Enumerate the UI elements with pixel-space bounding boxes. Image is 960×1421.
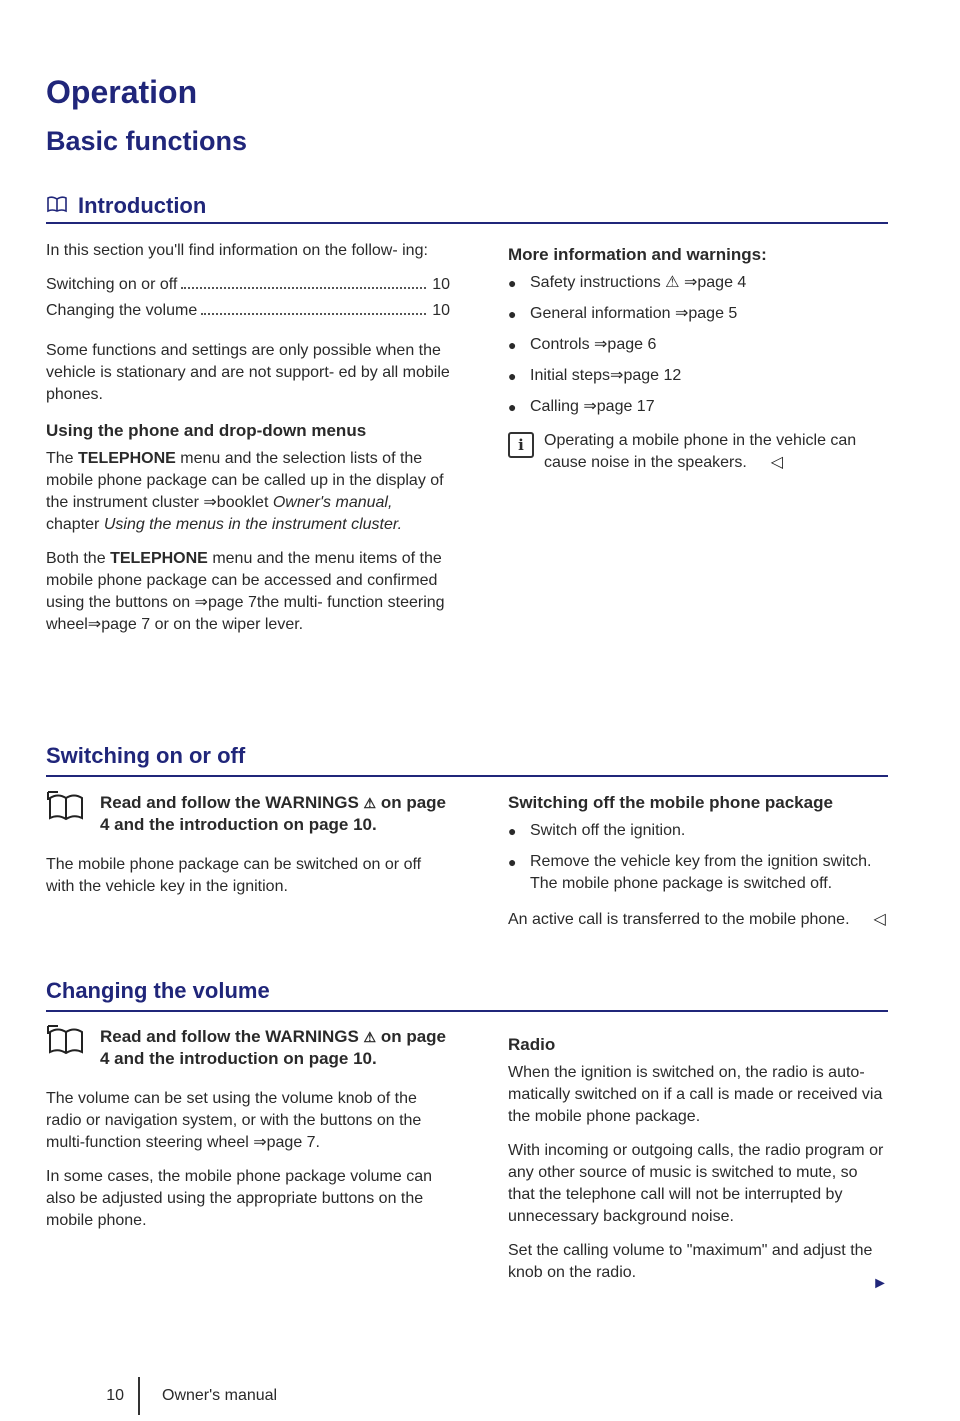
switch-off-heading: Switching off the mobile phone package <box>508 793 833 812</box>
page-subtitle: Basic functions <box>46 126 248 156</box>
text: Read and follow the WARNINGS <box>100 793 359 812</box>
list-item-text: Switch off the ignition. <box>530 822 686 839</box>
read-warnings-box <box>46 1026 450 1070</box>
divider <box>46 775 888 777</box>
introduction-heading-row <box>46 193 206 219</box>
list-item <box>508 820 888 842</box>
read-warnings-text <box>100 792 450 836</box>
divider <box>46 222 888 224</box>
page-footer <box>100 1377 277 1415</box>
switching-heading: Switching on or off <box>46 743 246 768</box>
toc-page: 10 <box>432 302 450 319</box>
list-item-text: General information ⇒page 5 <box>530 305 738 322</box>
read-book-icon <box>46 1024 86 1065</box>
info-note <box>508 430 888 474</box>
switching-paragraph: The mobile phone package can be switched on or off with the vehicle key in the ignition. <box>46 856 422 895</box>
warning-icon: ⚠ <box>363 1029 377 1045</box>
info-note-text <box>544 430 888 474</box>
list-item <box>508 334 888 356</box>
read-warnings-text <box>100 1026 450 1070</box>
volume-paragraph-1: The volume can be set using the volume knob of the radio or navigation system, or with the buttons on the multi-function steering wheel ⇒page 7. <box>46 1090 422 1151</box>
bullet: ● <box>508 823 517 839</box>
end-marker-icon: ◁ <box>873 911 886 928</box>
end-marker-icon: ◁ <box>770 454 784 471</box>
bullet: ● <box>508 337 517 353</box>
telephone-term: TELEPHONE <box>78 450 176 467</box>
switching-right-column <box>508 792 888 943</box>
toc-leader <box>181 287 426 289</box>
list-item <box>508 272 888 294</box>
footer-label: Owner's manual <box>162 1387 278 1404</box>
list-item <box>508 851 888 895</box>
volume-right-column <box>508 1026 888 1296</box>
toc-label: Changing the volume <box>46 302 198 319</box>
telephone-term: TELEPHONE <box>110 550 208 567</box>
switching-left-column <box>46 792 450 910</box>
text: menu and the selection lists of the mobile phone package can be called up in the display of the instrument cluster ⇒booklet <box>46 450 444 511</box>
chapter-title: Using the menus in the instrument cluster. <box>103 516 403 533</box>
bullet: ● <box>508 399 517 415</box>
continue-arrow-icon: ► <box>872 1275 888 1292</box>
volume-paragraph-2: In some cases, the mobile phone package volume can also be adjusted using the appropriate buttons on the mobile phone. <box>46 1168 433 1229</box>
note-text: Operating a mobile phone in the vehicle can cause noise in the speakers. <box>544 432 857 471</box>
volume-left-column <box>46 1026 450 1244</box>
booklet-title: Owner's manual, <box>272 494 393 511</box>
list-item-text: Initial steps⇒page 12 <box>530 367 682 384</box>
switch-off-paragraph <box>508 909 888 931</box>
bullet: ● <box>508 275 517 291</box>
read-warnings-box <box>46 792 450 836</box>
volume-heading: Changing the volume <box>46 978 270 1003</box>
divider <box>46 1010 888 1012</box>
intro-note-paragraph: Some functions and settings are only possible when the vehicle is stationary and are not support- ed by all mobile phones. <box>46 342 450 403</box>
text: chapter <box>46 516 100 533</box>
list-item-text: Controls ⇒page 6 <box>530 336 657 353</box>
toc-page: 10 <box>432 276 450 293</box>
menus-heading: Using the phone and drop-down menus <box>46 421 367 440</box>
warning-icon: ⚠ <box>363 795 377 811</box>
footer-divider <box>138 1377 140 1415</box>
read-book-icon <box>46 790 86 831</box>
toc-leader <box>201 313 426 315</box>
introduction-heading: Introduction <box>78 193 207 218</box>
bullet: ● <box>508 306 517 322</box>
toc-label: Switching on or off <box>46 276 178 293</box>
list-item <box>508 365 888 387</box>
intro-left-column <box>46 240 450 648</box>
page-number: 10 <box>106 1387 124 1404</box>
text: The <box>46 450 74 467</box>
radio-paragraph-3: Set the calling volume to "maximum" and adjust the knob on the radio. <box>508 1242 873 1281</box>
text: Both the <box>46 550 106 567</box>
bullet: ● <box>508 854 517 870</box>
bullet: ● <box>508 368 517 384</box>
toc-row <box>46 274 450 296</box>
menus-paragraph-1 <box>46 448 450 536</box>
list-item-text: Remove the vehicle key from the ignition switch. The mobile phone package is switched off. <box>530 853 872 892</box>
page-title: Operation <box>46 74 198 110</box>
radio-paragraph-1: When the ignition is switched on, the radio is auto- matically switched on if a call is made or received via the mobile phone package. <box>508 1064 883 1125</box>
list-item <box>508 396 888 418</box>
book-icon <box>46 193 68 219</box>
text: on page 4 and the introduction on page 10. <box>100 793 446 834</box>
info-icon: i <box>508 432 534 458</box>
intro-lead: In this section you'll find information on the follow- ing: <box>46 242 428 259</box>
intro-right-column <box>508 240 888 474</box>
radio-paragraph-2: With incoming or outgoing calls, the radio program or any other source of music is switched to mute, so that the telephone call will not be interrupted by unnecessary background noise. <box>508 1142 884 1225</box>
text: Read and follow the WARNINGS <box>100 1027 359 1046</box>
list-item <box>508 303 888 325</box>
radio-heading: Radio <box>508 1035 556 1054</box>
text: on page 4 and the introduction on page 10. <box>100 1027 446 1068</box>
list-item-text: Safety instructions ⚠ ⇒page 4 <box>530 274 747 291</box>
list-item-text: Calling ⇒page 17 <box>530 398 655 415</box>
more-info-heading: More information and warnings: <box>508 245 767 264</box>
text: menu and the menu items of the mobile phone package can be accessed and confirmed using the buttons on ⇒page 7the multi- function steering wheel⇒page 7 or on the wiper lever. <box>46 550 445 633</box>
menus-paragraph-2 <box>46 548 450 636</box>
toc-row <box>46 300 450 322</box>
text: An active call is transferred to the mobile phone. <box>508 911 850 928</box>
